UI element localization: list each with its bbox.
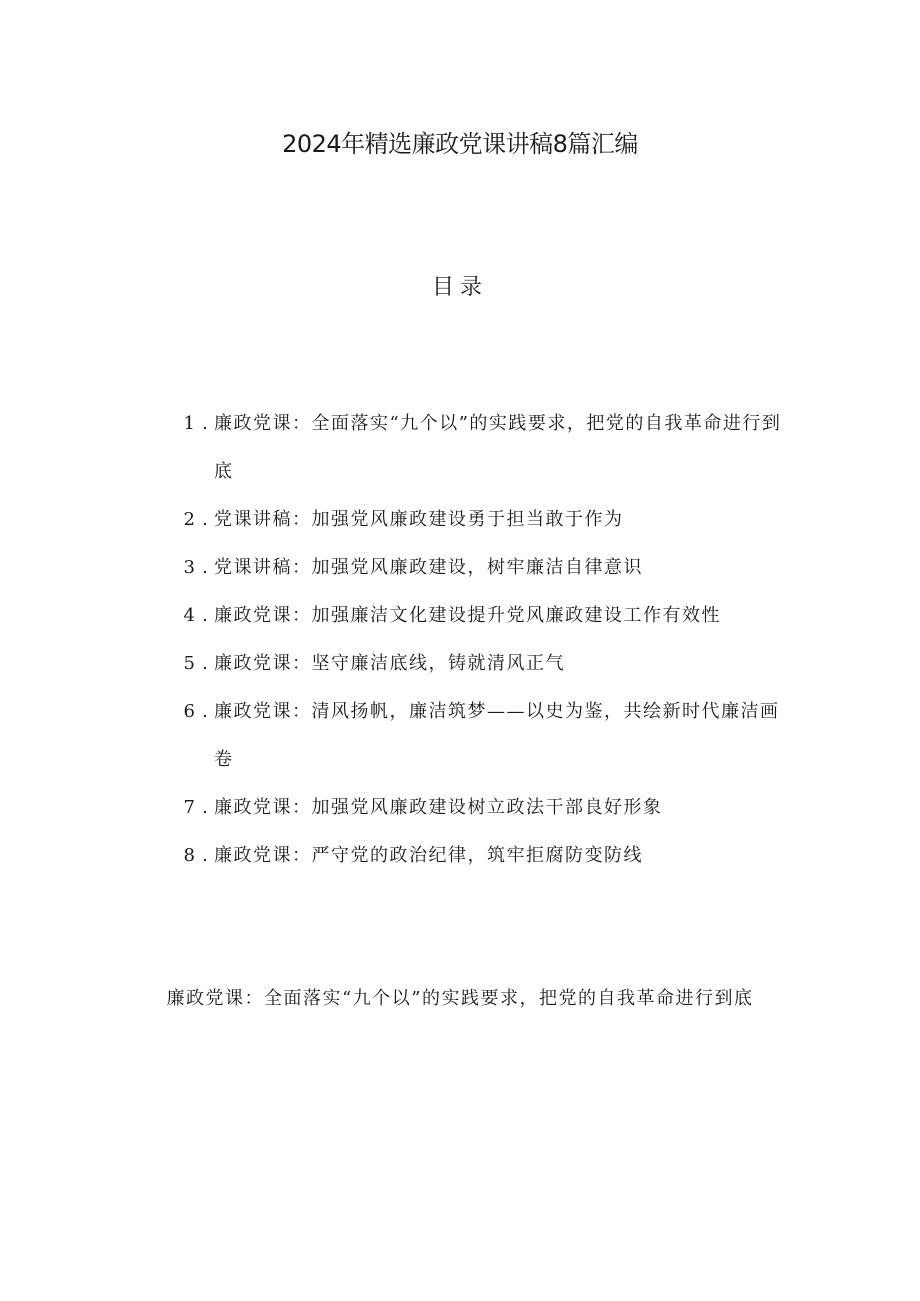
toc-item-text: 党课讲稿：加强党风廉政建设勇于担当敢于作为 <box>214 509 624 530</box>
toc-item-text: 廉政党课：严守党的政治纪律，筑牢拒腐防变防线 <box>214 845 643 866</box>
table-of-contents <box>150 400 790 880</box>
toc-item-text: 廉政党课：加强党风廉政建设树立政法干部良好形象 <box>214 797 663 818</box>
toc-item-number: 8 . <box>183 845 210 866</box>
toc-item-number: 1 . <box>183 413 210 434</box>
toc-item[interactable] <box>150 496 790 544</box>
toc-item-text: 廉政党课：全面落实“九个以”的实践要求，把党的自我革命进行到底 <box>214 413 782 482</box>
toc-item[interactable] <box>150 640 790 688</box>
toc-item-number: 3 . <box>183 557 210 578</box>
toc-item[interactable] <box>150 784 790 832</box>
toc-item-number: 5 . <box>183 653 210 674</box>
toc-item[interactable] <box>150 832 790 880</box>
toc-item[interactable] <box>150 400 790 496</box>
toc-item-text: 党课讲稿：加强党风廉政建设，树牢廉洁自律意识 <box>214 557 643 578</box>
toc-item[interactable] <box>150 688 790 784</box>
toc-item[interactable] <box>150 592 790 640</box>
toc-item-text: 廉政党课：坚守廉洁底线，铸就清风正气 <box>214 653 565 674</box>
toc-item-number: 6 . <box>183 701 210 722</box>
toc-item-text: 廉政党课：加强廉洁文化建设提升党风廉政建设工作有效性 <box>214 605 721 626</box>
toc-item-number: 7 . <box>183 797 210 818</box>
toc-item-number: 2 . <box>183 509 210 530</box>
toc-item-number: 4 . <box>183 605 210 626</box>
toc-heading: 目录 <box>431 275 488 300</box>
section-heading: 廉政党课：全面落实“九个以”的实践要求，把党的自我革命进行到底 <box>166 988 754 1009</box>
toc-item[interactable] <box>150 544 790 592</box>
document-title: 2024年精选廉政党课讲稿8篇汇编 <box>282 130 638 158</box>
toc-item-text: 廉政党课：清风扬帆，廉洁筑梦——以史为鉴，共绘新时代廉洁画卷 <box>214 701 780 770</box>
